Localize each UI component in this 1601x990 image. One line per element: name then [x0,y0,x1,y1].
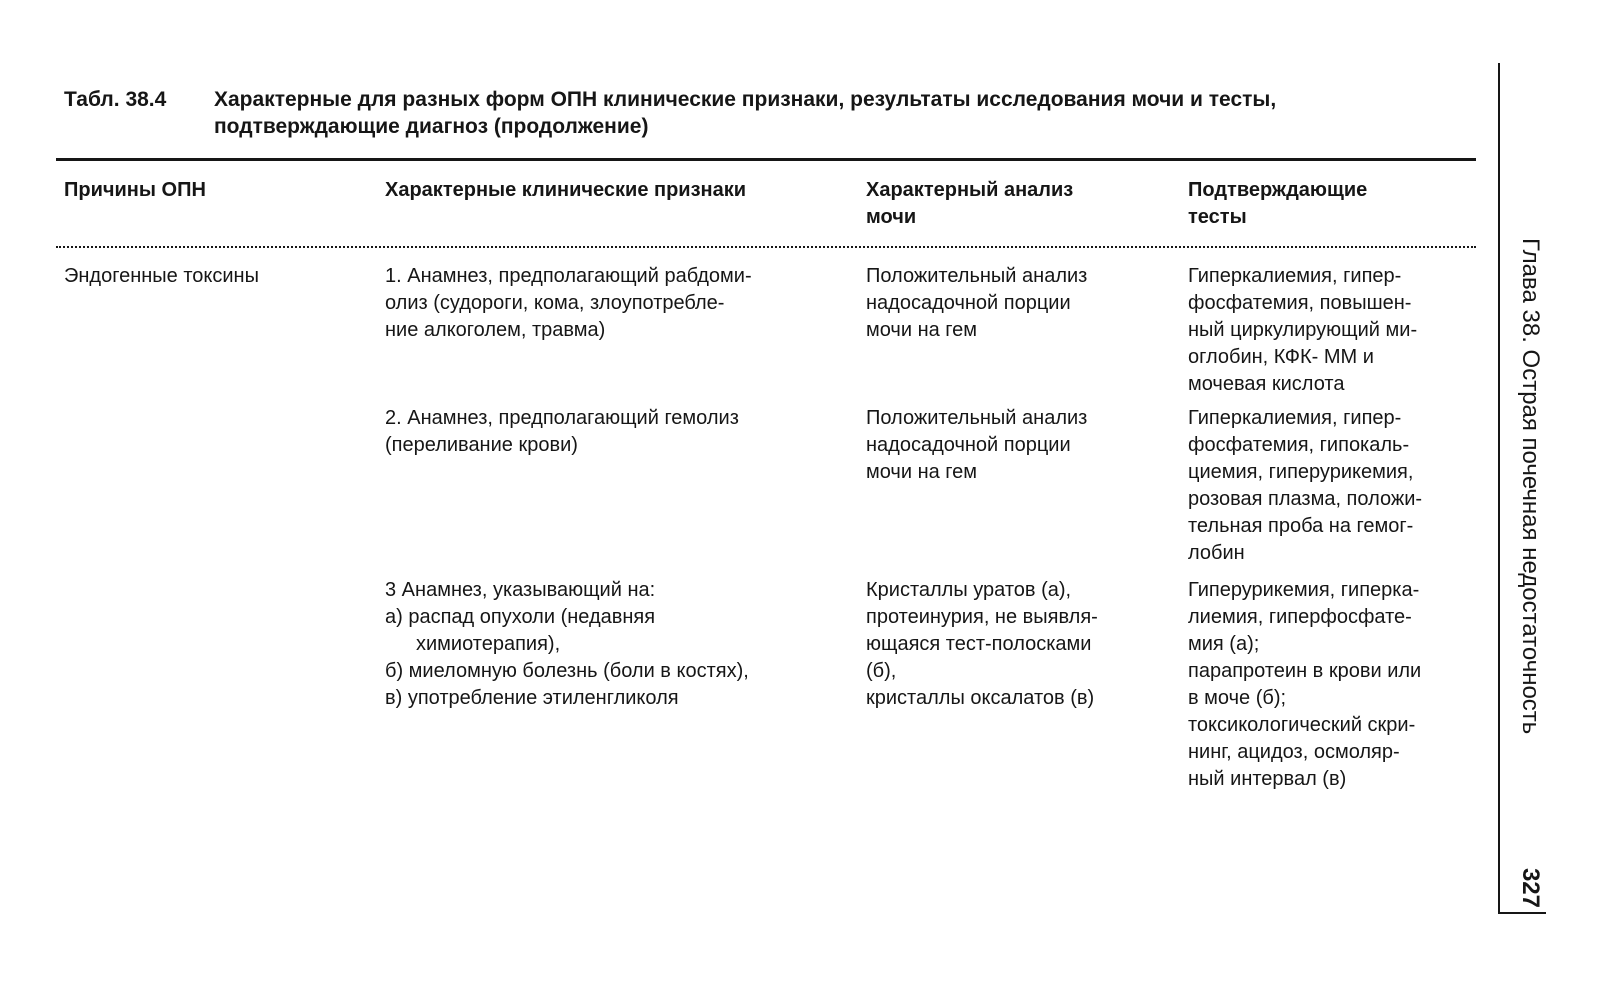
row-3-tests-line: парапротеин в крови или [1188,660,1422,682]
row-2-clinical [385,405,835,459]
header-tests-line-2: тесты [1188,206,1247,228]
row-1-clinical [385,263,835,344]
running-head [1510,238,1550,908]
row-3-clinical-line: а) распад опухоли (недавняя [385,606,656,628]
page-number-rule [1498,912,1546,914]
row-3-tests-line: ный интервал (в) [1188,768,1347,790]
row-1-urinalysis [866,263,1166,344]
row-3-urinalysis-line: кристаллы оксалатов (в) [866,687,1095,709]
row-2-urinalysis-line: мочи на гем [866,461,978,483]
row-2-clinical-line: (переливание крови) [385,434,578,456]
row-1-tests-line: ный циркулирующий ми- [1188,319,1418,341]
row-1-clinical-line: 1. Анамнез, предполагающий рабдоми- [385,265,752,287]
row-3-tests [1188,577,1478,793]
header-clinical-signs: Характерные клинические признаки [385,179,747,201]
row-2-urinalysis-line: надосадочной порции [866,434,1071,456]
header-bottom-rule [56,246,1476,248]
row-3-clinical-line: в) употребление этиленгликоля [385,687,679,709]
row-3-clinical-line: 3 Анамнез, указывающий на: [385,579,656,601]
header-urinalysis [866,177,1166,231]
page-number: 327 [1517,867,1544,908]
table-caption [64,86,1444,140]
row-2-tests-line: циемия, гиперурикемия, [1188,461,1414,483]
table-number: Табл. 38.4 [64,88,167,111]
header-urinalysis-line-2: мочи [866,206,917,228]
row-3-tests-line: мия (а); [1188,633,1260,655]
row-2-tests [1188,405,1478,567]
row-1-clinical-line: ние алкоголем, травма) [385,319,606,341]
row-3-tests-line: нинг, ацидоз, осмоляр- [1188,741,1400,763]
row-2-tests-line: Гиперкалиемия, гипер- [1188,407,1402,429]
running-head-rule [1498,63,1500,913]
chapter-title: Глава 38. Острая почечная недостаточность [1517,238,1544,735]
row-1-tests-line: оглобин, КФК- ММ и [1188,346,1374,368]
row-1-cause: Эндогенные токсины [64,265,259,287]
table-title-line-2: подтверждающие диагноз (продолжение) [214,115,649,138]
row-2-tests-line: лобин [1188,542,1245,564]
row-3-urinalysis-line: протеинурия, не выявля- [866,606,1098,628]
header-confirming-tests [1188,177,1478,231]
row-3-tests-line: в моче (б); [1188,687,1287,709]
row-3-clinical-line: химиотерапия), [416,633,561,655]
row-2-tests-line: розовая плазма, положи- [1188,488,1423,510]
row-2-urinalysis [866,405,1166,486]
row-3-clinical [385,577,835,712]
row-1-tests-line: фосфатемия, повышен- [1188,292,1412,314]
row-3-clinical-line: б) миеломную болезнь (боли в костях), [385,660,749,682]
row-3-urinalysis-line: (б), [866,660,897,682]
row-3-tests-line: токсикологический скри- [1188,714,1416,736]
row-1-tests [1188,263,1478,398]
header-tests-line-1: Подтверждающие [1188,179,1368,201]
row-3-tests-line: лиемия, гиперфосфате- [1188,606,1412,628]
row-1-urinalysis-line: надосадочной порции [866,292,1071,314]
row-2-tests-line: тельная проба на гемог- [1188,515,1414,537]
row-3-urinalysis-line: Кристаллы уратов (а), [866,579,1072,601]
header-causes: Причины ОПН [64,179,206,201]
header-urinalysis-line-1: Характерный анализ [866,179,1074,201]
row-2-tests-line: фосфатемия, гипокаль- [1188,434,1410,456]
row-3-urinalysis-line: ющаяся тест-полосками [866,633,1092,655]
row-1-tests-line: Гиперкалиемия, гипер- [1188,265,1402,287]
row-1-urinalysis-line: мочи на гем [866,319,978,341]
row-1-tests-line: мочевая кислота [1188,373,1345,395]
table-title-line-1: Характерные для разных форм ОПН клинические признаки, результаты исследования мочи и тесты, [214,88,1277,111]
row-2-clinical-line: 2. Анамнез, предполагающий гемолиз [385,407,739,429]
table-top-rule [56,158,1476,161]
table-title [214,86,1444,140]
row-3-urinalysis [866,577,1166,712]
row-1-urinalysis-line: Положительный анализ [866,265,1088,287]
row-1-clinical-line: олиз (судороги, кома, злоупотребле- [385,292,725,314]
row-3-tests-line: Гиперурикемия, гиперка- [1188,579,1420,601]
row-2-urinalysis-line: Положительный анализ [866,407,1088,429]
